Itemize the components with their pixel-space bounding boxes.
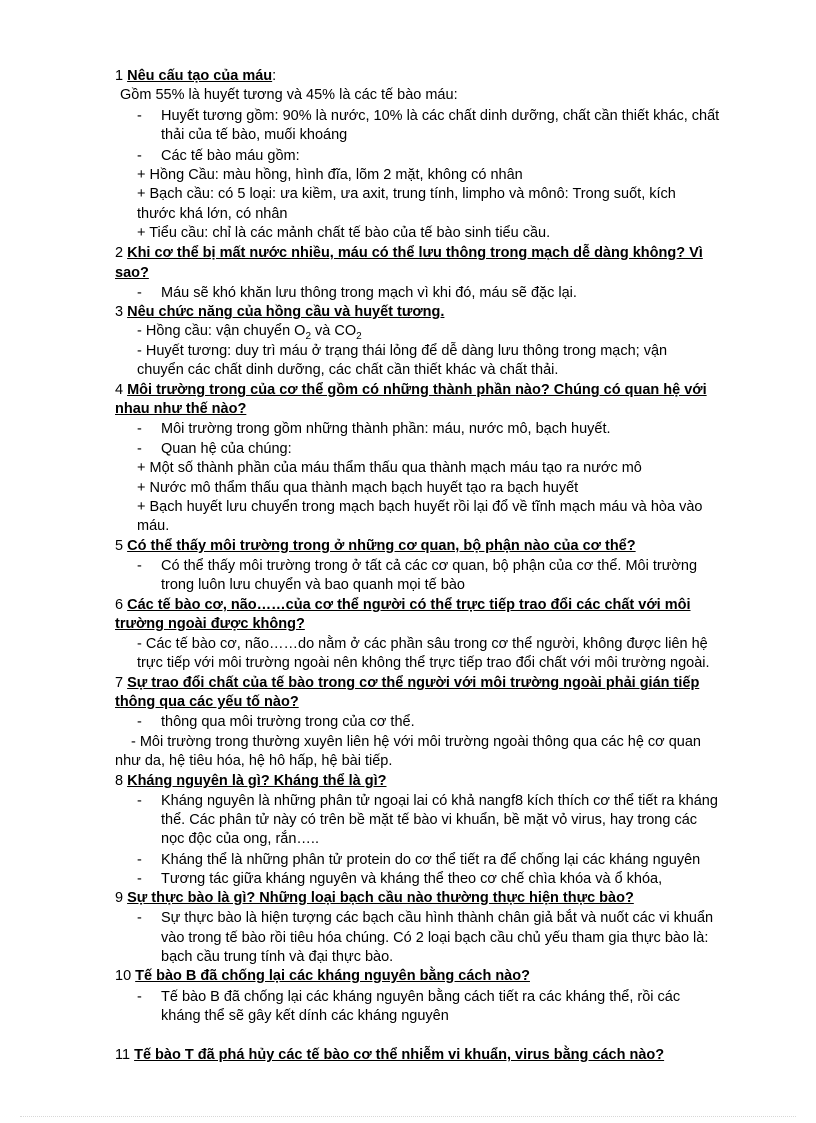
question-11-heading: 11 Tế bào T đã phá hủy các tế bào cơ thể nhiễm vi khuẩn, virus bằng cách nào?: [115, 1047, 665, 1063]
bullet-dash: -: [137, 148, 142, 164]
q10-line: Tế bào B đã chống lại các kháng nguyên bằng cách tiết ra các kháng thể, rồi các: [161, 989, 681, 1005]
q8-line: Kháng nguyên là những phân tử ngoại lai có khả nangf8 kích thích cơ thể tiết ra kháng: [161, 793, 718, 809]
question-4-heading: 4 Môi trường trong của cơ thể gồm có những thành phần nào? Chúng có quan hệ với: [115, 382, 707, 398]
question-1-heading: 1 Nêu cấu tạo của máu:: [115, 68, 277, 84]
question-2-heading-cont: sao?: [115, 265, 149, 281]
q7-line: - Môi trường trong thường xuyên liên hệ với môi trường ngoài thông qua các hệ cơ quan: [131, 734, 701, 750]
bullet-dash: -: [137, 714, 142, 730]
question-6-heading: 6 Các tế bào cơ, não……của cơ thể người có thể trực tiếp trao đổi các chất với môi: [115, 597, 691, 613]
q8-line: thể. Các phân tử này có trên bề mặt tế bào vi khuẩn, bề mặt vỏ virus, hay trong các: [161, 812, 698, 828]
question-8-heading: 8 Kháng nguyên là gì? Kháng thể là gì?: [115, 773, 387, 789]
question-5-heading: 5 Có thể thấy môi trường trong ở những cơ quan, bộ phận nào của cơ thể?: [115, 538, 636, 554]
q1-line: + Tiểu cầu: chỉ là các mảnh chất tế bào của tế bào sinh tiểu cầu.: [137, 225, 551, 241]
q1-line: + Hồng Cầu: màu hồng, hình đĩa, lõm 2 mặt, không có nhân: [137, 167, 523, 183]
q6-line: trực tiếp với môi trường ngoài nên không thể trực tiếp trao đổi chất với môi trường ngoài.: [137, 655, 710, 671]
q1-line: thải của tế bào, muối khoáng: [161, 127, 348, 143]
bullet-dash: -: [137, 871, 142, 887]
bullet-dash: -: [137, 852, 142, 868]
q7-line: thông qua môi trường trong của cơ thể.: [161, 714, 415, 730]
q9-line: bạch cầu trung tính và đại thực bào.: [161, 949, 394, 965]
question-7-heading: 7 Sự trao đổi chất của tế bào trong cơ thể người với môi trường ngoài phải gián tiếp: [115, 675, 700, 691]
q8-line: Kháng thể là những phân tử protein do cơ thể tiết ra để chống lại các kháng nguyên: [161, 852, 701, 868]
q9-line: vào trong tế bào rồi tiêu hóa chúng. Có 2 loại bạch cầu chủ yếu tham gia thực bào là:: [161, 930, 709, 946]
bullet-dash: -: [137, 989, 142, 1005]
bullet-dash: -: [137, 285, 142, 301]
q4-line: Môi trường trong gồm những thành phần: máu, nước mô, bạch huyết.: [161, 421, 611, 437]
q1-line: Các tế bào máu gồm:: [161, 148, 300, 164]
q4-line: + Một số thành phần của máu thẩm thấu qua thành mạch máu tạo ra nước mô: [137, 460, 642, 476]
question-10-heading: 10 Tế bào B đã chống lại các kháng nguyên bằng cách nào?: [115, 968, 530, 984]
q8-line: nọc độc của ong, rắn…..: [161, 831, 319, 847]
question-3-heading: 3 Nêu chức năng của hồng cầu và huyết tương.: [115, 304, 445, 320]
q10-line: kháng thể sẽ gây kết dính các kháng nguyên: [161, 1008, 449, 1024]
q4-line: Quan hệ của chúng:: [161, 441, 292, 457]
q4-line: máu.: [137, 518, 170, 534]
bullet-dash: -: [137, 910, 142, 926]
q5-line: trong luôn lưu chuyển và bao quanh mọi tế bào: [161, 577, 465, 593]
q7-line: như da, hệ tiêu hóa, hệ hô hấp, hệ bài tiếp.: [115, 753, 393, 769]
q6-line: - Các tế bào cơ, não……do nằm ở các phần sâu trong cơ thể người, không được liên hệ: [137, 636, 708, 652]
q1-line: Gồm 55% là huyết tương và 45% là các tế bào máu:: [120, 87, 458, 103]
question-9-heading: 9 Sự thực bào là gì? Những loại bạch cầu nào thường thực hiện thực bào?: [115, 890, 634, 906]
q4-line: + Nước mô thẩm thấu qua thành mạch bạch huyết tạo ra bạch huyết: [137, 480, 579, 496]
bullet-dash: -: [137, 793, 142, 809]
page-bottom-rule: [20, 1116, 796, 1117]
q3-line: - Hồng cầu: vận chuyển $O_2$ và $CO_2$: [137, 323, 362, 342]
q4-line: + Bạch huyết lưu chuyển trong mạch bạch huyết rồi lại đổ về tĩnh mạch máu và hòa vào: [137, 499, 703, 515]
q8-line: Tương tác giữa kháng nguyên và kháng thể theo cơ chế chìa khóa và ổ khóa,: [161, 871, 663, 887]
bullet-dash: -: [137, 108, 142, 124]
q2-line: Máu sẽ khó khăn lưu thông trong mạch vì khi đó, máu sẽ đặc lại.: [161, 285, 577, 301]
q5-line: Có thể thấy môi trường trong ở tất cả các cơ quan, bộ phận của cơ thể. Môi trường: [161, 558, 698, 574]
question-4-heading-cont: nhau như thế nào?: [115, 401, 247, 417]
q1-line: Huyết tương gồm: 90% là nước, 10% là các chất dinh dưỡng, chất cần thiết khác, chất: [161, 108, 720, 124]
bullet-dash: -: [137, 421, 142, 437]
q9-line: Sự thực bào là hiện tượng các bạch cầu hình thành chân giả bắt và nuốt các vi khuẩn: [161, 910, 714, 926]
q1-line: + Bạch cầu: có 5 loại: ưa kiềm, ưa axit, trung tính, limpho và mônô: Trong suốt, kích: [137, 186, 676, 202]
q3-line: - Huyết tương: duy trì máu ở trạng thái lỏng để dễ dàng lưu thông trong mạch; vận: [137, 343, 668, 359]
question-6-heading-cont: trường ngoài được không?: [115, 616, 305, 632]
question-7-heading-cont: thông qua các yếu tố nào?: [115, 694, 299, 710]
q1-line: thước khá lớn, có nhân: [137, 206, 288, 222]
bullet-dash: -: [137, 558, 142, 574]
bullet-dash: -: [137, 441, 142, 457]
question-2-heading: 2 Khi cơ thể bị mất nước nhiều, máu có thể lưu thông trong mạch dễ dàng không? Vì: [115, 245, 703, 261]
q3-line: chuyển các chất dinh dưỡng, các chất cần thiết khác và chất thải.: [137, 362, 559, 378]
